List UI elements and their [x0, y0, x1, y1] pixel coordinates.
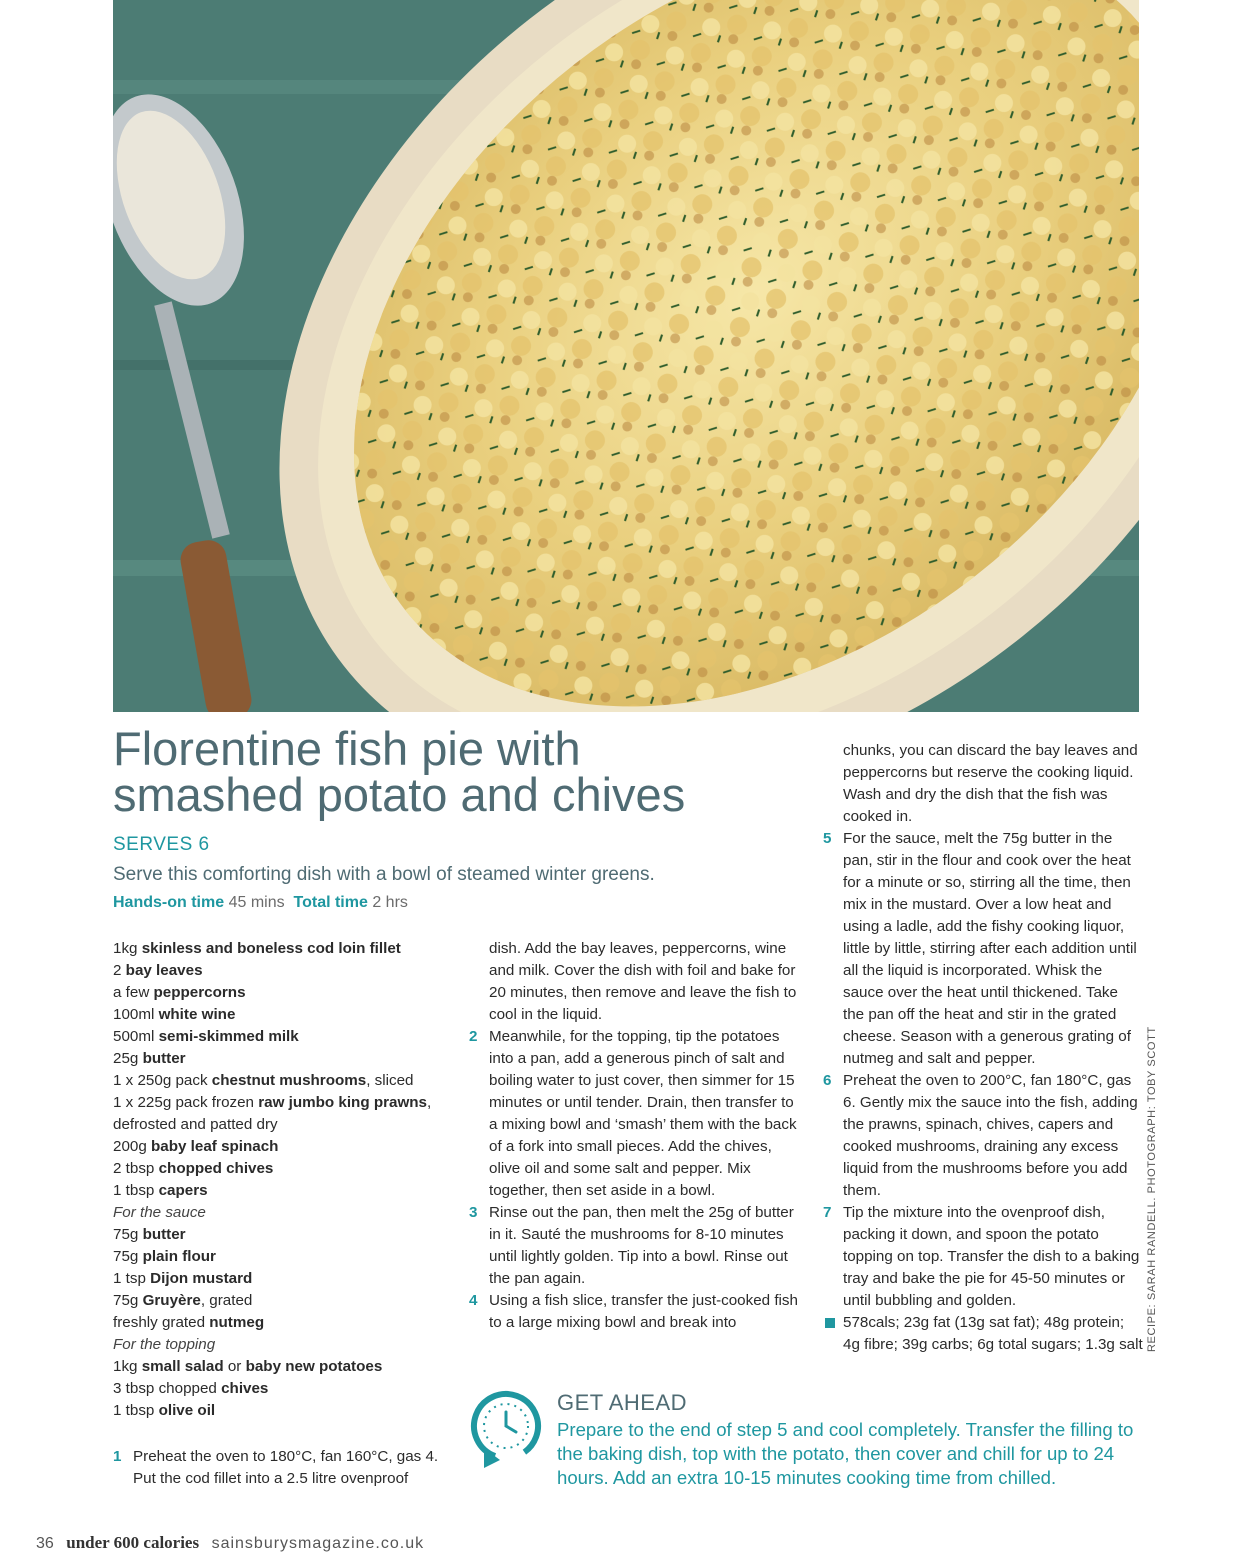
ingredient-quantity: 1 tbsp	[113, 1182, 159, 1199]
ingredient-line	[113, 1290, 453, 1312]
ingredient-line	[113, 1356, 453, 1378]
step-text: Using a fish slice, transfer the just-cooked fish to a large mixing bowl and break into	[489, 1292, 798, 1331]
website-link[interactable]: sainsburysmagazine.co.uk	[211, 1535, 425, 1552]
ingredient-quantity: 1 x 225g pack frozen	[113, 1094, 259, 1111]
ingredient-name: small salad	[141, 1358, 224, 1375]
ingredient-line	[113, 1158, 453, 1180]
ingredient-name: olive oil	[158, 1402, 216, 1419]
ingredient-line	[113, 1224, 453, 1246]
method-step	[823, 828, 1143, 1070]
ingredient-line	[113, 1400, 453, 1422]
method-step	[823, 1070, 1143, 1202]
section-brand: under 600 calories	[66, 1533, 200, 1552]
method-column-3	[823, 740, 1143, 1356]
ingredient-quantity: 75g	[113, 1226, 143, 1243]
ingredient-name: baby new potatoes	[245, 1358, 383, 1375]
intro-text: Serve this comforting dish with a bowl of steamed winter greens.	[113, 864, 655, 885]
hands-on-label: Hands-on time	[113, 894, 225, 911]
step-number: 7	[823, 1204, 832, 1221]
ingredient-line	[113, 1048, 453, 1070]
step-number: 1	[113, 1448, 122, 1465]
method-step	[469, 1290, 799, 1334]
ingredient-name: chestnut mushrooms	[211, 1072, 367, 1089]
ingredients-list	[113, 938, 453, 1422]
step-text: Preheat the oven to 180°C, fan 160°C, gas 4. Put the cod fillet into a 2.5 litre ovenproof	[133, 1448, 439, 1487]
get-ahead-title: GET AHEAD	[557, 1390, 688, 1415]
ingredient-quantity: 100ml	[113, 1006, 159, 1023]
ingredient-line	[113, 982, 453, 1004]
ingredient-line	[113, 1268, 453, 1290]
recipe-title-line-1: Florentine fish pie with	[113, 722, 581, 775]
method-step	[823, 1202, 1143, 1312]
ingredient-name: plain flour	[142, 1248, 216, 1265]
ingredient-note: or	[223, 1358, 246, 1375]
ingredient-note: ,	[427, 1094, 432, 1111]
ingredient-line	[113, 1004, 453, 1026]
ingredient-line	[113, 1026, 453, 1048]
step-text: Meanwhile, for the topping, tip the potatoes into a pan, add a generous pinch of salt and boiling water to just cover, then simmer for 15 minutes or until tender. Drain, then transfer to a mixing bowl and ‘smash’ them with the back of a fork into small pieces. Add the chives, olive oil and some salt and pepper. Mix together, then set aside in a bowl.	[489, 1028, 797, 1199]
ingredient-name: semi-skimmed milk	[158, 1028, 299, 1045]
step-number: 2	[469, 1028, 478, 1045]
ingredient-quantity: 1 tbsp	[113, 1402, 159, 1419]
ingredient-quantity: 75g	[113, 1292, 143, 1309]
ingredient-name: white wine	[158, 1006, 236, 1023]
photo-credit: RECIPE: SARAH RANDELL. PHOTOGRAPH: TOBY SCOTT	[1146, 1026, 1158, 1352]
ingredient-name: baby leaf spinach	[151, 1138, 279, 1155]
ingredient-line	[113, 1378, 453, 1400]
ingredient-name: Dijon mustard	[150, 1270, 253, 1287]
ingredient-note: , grated	[200, 1292, 253, 1309]
fish-pie-illustration	[113, 0, 1139, 712]
ingredient-line	[113, 1092, 453, 1114]
ingredient-name: butter	[142, 1050, 186, 1067]
ingredient-line	[113, 1136, 453, 1158]
recipe-times	[113, 894, 408, 912]
ingredient-name: capers	[158, 1182, 208, 1199]
total-time-value: 2 hrs	[372, 894, 408, 911]
ingredient-quantity: 1kg	[113, 1358, 142, 1375]
step-text: Rinse out the pan, then melt the 25g of butter in it. Sauté the mushrooms for 8-10 minutes until lightly golden. Tip into a bowl. Rinse out the pan again.	[489, 1204, 794, 1287]
nutrition-text: 578cals; 23g fat (13g sat fat); 48g protein; 4g fibre; 39g carbs; 6g total sugars; 1.3g salt	[843, 1314, 1143, 1353]
ingredient-name: chopped chives	[158, 1160, 274, 1177]
ingredient-line	[113, 1202, 453, 1224]
method-column-2	[469, 938, 799, 1334]
ingredient-line	[113, 1334, 453, 1356]
recipe-title	[113, 722, 813, 821]
method-column-1	[113, 1446, 453, 1490]
step-number: 5	[823, 830, 832, 847]
ingredient-quantity: 500ml	[113, 1028, 159, 1045]
ingredient-name: peppercorns	[153, 984, 246, 1001]
step-text: Tip the mixture into the ovenproof dish, packing it down, and spoon the potato topping on top. Transfer the dish to a baking tray and bake the pie for 45-50 minutes or until bubbling and golden.	[843, 1204, 1140, 1309]
ingredient-name: skinless and boneless cod loin fillet	[141, 940, 401, 957]
ingredient-name: raw jumbo king prawns	[258, 1094, 427, 1111]
ingredient-quantity: 75g	[113, 1248, 143, 1265]
ingredient-quantity: 1 x 250g pack	[113, 1072, 212, 1089]
step-text: Preheat the oven to 200°C, fan 180°C, gas 6. Gently mix the sauce into the fish, adding the prawns, spinach, chives, capers and cooked mushrooms, draining any excess liquid from the mushrooms before you add them.	[843, 1072, 1138, 1199]
ingredient-line	[113, 1114, 453, 1136]
total-time-label: Total time	[293, 894, 368, 911]
ingredient-subheading: For the topping	[113, 1336, 216, 1353]
ingredient-name: Gruyère	[142, 1292, 201, 1309]
ingredient-name: bay leaves	[125, 962, 203, 979]
ingredient-quantity: defrosted and patted dry	[113, 1116, 278, 1133]
ingredient-quantity: 25g	[113, 1050, 143, 1067]
ingredient-quantity: 200g	[113, 1138, 152, 1155]
ingredient-line	[113, 960, 453, 982]
ingredient-subheading: For the sauce	[113, 1204, 206, 1221]
ingredient-quantity: 1kg	[113, 940, 142, 957]
ingredient-quantity: 3 tbsp chopped	[113, 1380, 222, 1397]
page-footer	[36, 1533, 424, 1553]
ingredient-line	[113, 1246, 453, 1268]
method-step	[113, 1446, 453, 1490]
ingredient-quantity: a few	[113, 984, 154, 1001]
ingredient-quantity: 2 tbsp	[113, 1160, 159, 1177]
get-ahead-box	[470, 1386, 1150, 1486]
hands-on-value: 45 mins	[228, 894, 285, 911]
ingredient-quantity: freshly grated	[113, 1314, 210, 1331]
method-step-continued: chunks, you can discard the bay leaves and peppercorns but reserve the cooking liquid. Wash and dry the dish that the fish was cooked in.	[843, 742, 1138, 825]
ingredient-name: nutmeg	[209, 1314, 265, 1331]
method-step	[469, 1026, 799, 1202]
method-step	[469, 1202, 799, 1290]
ingredient-line	[113, 938, 453, 960]
serves-label: SERVES 6	[113, 834, 210, 855]
ingredient-note: , sliced	[366, 1072, 414, 1089]
nutrition-info	[823, 1312, 1143, 1356]
ingredient-line	[113, 1312, 453, 1334]
step-number: 4	[469, 1292, 478, 1309]
hero-photo	[113, 0, 1139, 712]
ingredient-name: chives	[221, 1380, 269, 1397]
nutrition-square-icon	[825, 1318, 835, 1328]
ingredient-line	[113, 1180, 453, 1202]
ingredient-name: butter	[142, 1226, 186, 1243]
ingredient-line	[113, 1070, 453, 1092]
recipe-title-line-2: smashed potato and chives	[113, 768, 686, 821]
step-number: 3	[469, 1204, 478, 1221]
get-ahead-text: Prepare to the end of step 5 and cool completely. Transfer the filling to the baking dish, top with the potato, then cover and chill for up to 24 hours. Add an extra 10-15 minutes cooking time from chilled.	[557, 1419, 1134, 1488]
page-number: 36	[36, 1535, 54, 1552]
step-text: For the sauce, melt the 75g butter in the pan, stir in the flour and cook over the heat for a minute or so, stirring all the time, then mix in the mustard. Over a low heat and using a ladle, add the fishy cooking liquor, little by little, stirring after each addition until all the liquid is incorporated. Whisk the sauce over the heat until thickened. Take the pan off the heat and stir in the grated cheese. Season with a generous grating of nutmeg and salt and pepper.	[843, 830, 1137, 1067]
step-number: 6	[823, 1072, 832, 1089]
ingredient-quantity: 2	[113, 962, 126, 979]
clock-arrow-icon	[470, 1386, 544, 1478]
ingredient-quantity: 1 tsp	[113, 1270, 151, 1287]
method-step-continued: dish. Add the bay leaves, peppercorns, wine and milk. Cover the dish with foil and bake for 20 minutes, then remove and leave the fish to cool in the liquid.	[489, 940, 797, 1023]
